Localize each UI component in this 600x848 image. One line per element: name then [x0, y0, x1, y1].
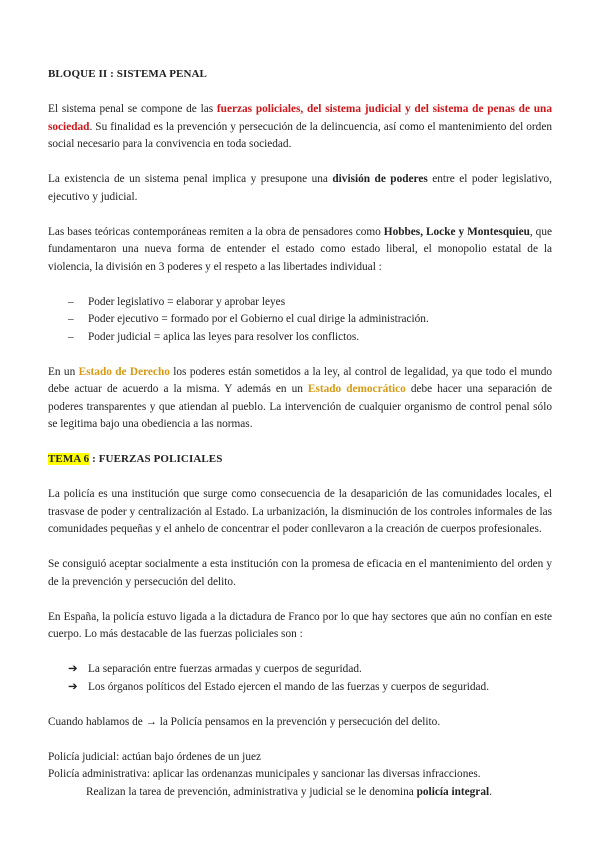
text-run: La existencia de un sistema penal implica y presupone una — [48, 173, 333, 185]
bold-emphasis: Hobbes, Locke y Montesquieu — [383, 225, 530, 238]
paragraph-aceptacion: Se consiguió aceptar socialmente a esta institución con la promesa de eficacia en el mantenimiento del orden y de la prevención y persecución del delito. — [48, 558, 552, 588]
arrow-icon: ➔ — [68, 663, 78, 675]
list-item — [48, 661, 552, 679]
tema-title — [48, 451, 552, 469]
line-policia-integral — [48, 784, 552, 802]
list-item-text: Poder judicial = aplica las leyes para resolver los conflictos. — [88, 330, 360, 343]
orange-emphasis: Estado democrático — [307, 383, 406, 395]
paragraph-bases-teoricas — [48, 224, 552, 277]
list-item-text: La separación entre fuerzas armadas y cuerpos de seguridad. — [88, 663, 362, 675]
line-policia-judicial: Policía judicial: actúan bajo órdenes de un juez — [48, 750, 261, 763]
orange-emphasis: Estado de Derecho — [78, 365, 170, 378]
list-item — [48, 679, 552, 697]
paragraph-espana: En España, la policía estuvo ligada a la dictadura de Franco por lo que hay sectores que aún no confían en este cuerpo. Lo más destacable de las fuerzas policiales son : — [48, 610, 552, 640]
dash-marker: – — [68, 330, 74, 343]
line-policia-administrativa: Policía administrativa: aplicar las ordenanzas municipales y sancionar las diversas infracciones. — [48, 768, 481, 780]
block-title: BLOQUE II : SISTEMA PENAL — [48, 68, 207, 80]
tema-title-text: : FUERZAS POLICIALES — [89, 453, 223, 465]
list-item — [48, 311, 552, 329]
paragraph-estado-derecho — [48, 364, 552, 434]
text-run: El sistema penal se compone de las — [48, 103, 217, 115]
text-run: los poderes están sometidos a la ley, al control de legalidad, ya que todo el mundo debe actuar de acuerdo a la misma. Y además en un — [48, 365, 552, 395]
text-run: Realizan la tarea de prevención, administrativa y judicial se le denomina — [86, 785, 417, 798]
text-run: debe hacer una separación de poderes transparentes y que atiendan al pueblo. La intervención de cualquier organismo de control penal sólo se legitima bajo una obediencia a las normas. — [48, 383, 552, 430]
text-run: Las bases teóricas contemporáneas remiten a la obra de pensadores como — [48, 225, 384, 238]
text-run: . — [489, 785, 492, 798]
red-emphasis: fuerzas policiales, del sistema judicial y del sistema de penas de una sociedad — [48, 103, 552, 133]
list-item-text: Poder legislativo = elaborar y aprobar leyes — [88, 295, 286, 308]
bold-emphasis: división de poderes — [332, 173, 428, 185]
powers-list — [48, 294, 552, 347]
list-item — [48, 329, 552, 347]
text-run: En un — [48, 365, 79, 378]
text-run: entre el poder legislativo, ejecutivo y judicial. — [48, 173, 552, 203]
text-run: . Su finalidad es la prevención y persecución de la delincuencia, así como el mantenimiento del orden social necesario para la convivencia en toda sociedad. — [48, 120, 552, 150]
dash-marker: – — [68, 295, 74, 308]
list-item-text: Los órganos políticos del Estado ejercen el mando de las fuerzas y cuerpos de seguridad. — [88, 680, 490, 693]
arrow-icon: ➔ — [68, 680, 78, 693]
highlighted-label: TEMA 6 — [48, 453, 90, 465]
paragraph-division-poderes — [48, 171, 552, 206]
list-item — [48, 294, 552, 312]
bold-emphasis: policía integral — [416, 785, 490, 798]
text-run: , que fundamentaron una nueva forma de entender el estado como estado liberal, el monopolio estatal de la violencia, la división en 3 poderes y el respeto a las libertades individual : — [48, 225, 552, 273]
list-item-text: Poder ejecutivo = formado por el Gobierno el cual dirige la administración. — [88, 313, 429, 325]
paragraph-cuando-hablamos: Cuando hablamos de → la Policía pensamos en la prevención y persecución del delito. — [48, 715, 441, 728]
paragraph-sistema-penal — [48, 101, 552, 154]
dash-marker: – — [68, 313, 74, 325]
paragraph-policia-origen: La policía es una institución que surge como consecuencia de la desaparición de las comunidades locales, el trasvase de poder y centralización al Estado. La urbanización, la disminución de los controles informales de las comunidades pequeñas y el anhelo de concentrar el poder conllevaron a la creación de cuerpos profesionales. — [48, 488, 552, 535]
arrow-list — [48, 661, 552, 696]
